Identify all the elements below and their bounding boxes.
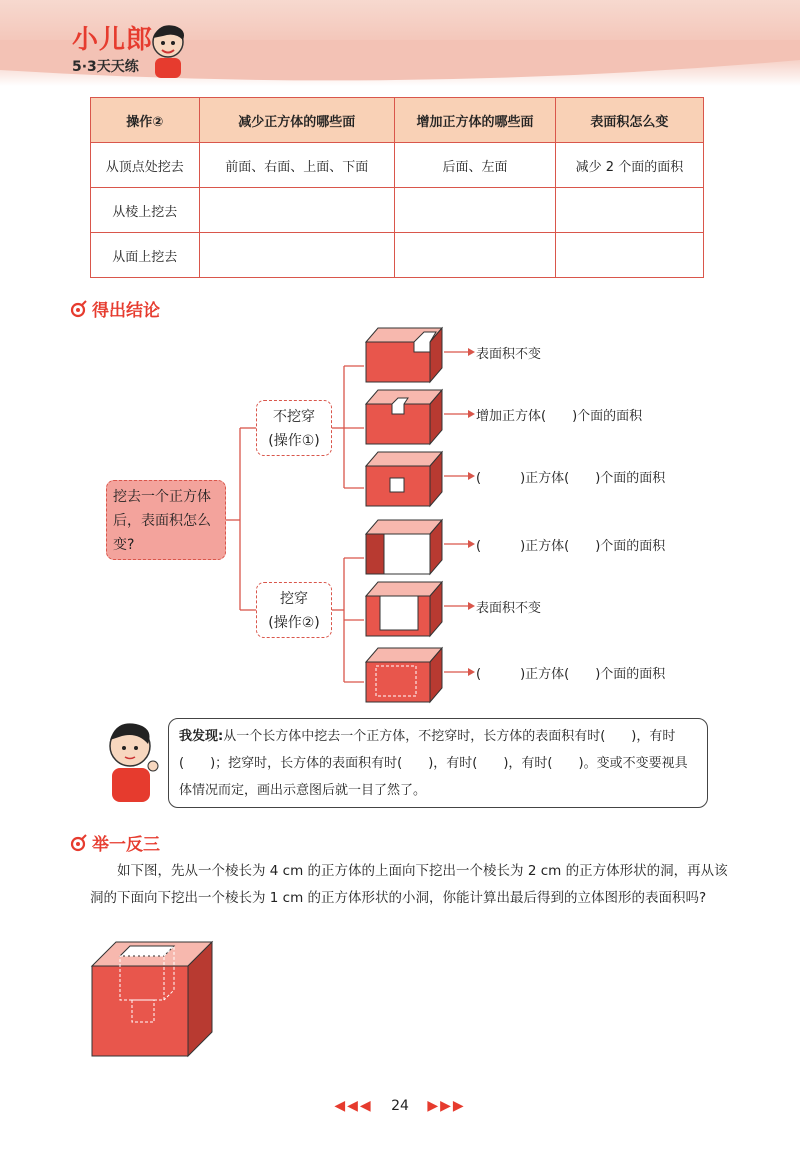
discovery-box [168, 718, 708, 808]
cube-through-face [366, 648, 442, 702]
conclusion-diagram [0, 310, 800, 710]
table-row [91, 233, 704, 278]
section-heading-practice [70, 830, 160, 855]
table-cell-blank[interactable] [395, 188, 556, 233]
branch-sublabel: (操作①) [268, 433, 320, 449]
table-cell-blank[interactable] [555, 233, 703, 278]
table-row [91, 188, 704, 233]
table-cell-blank[interactable] [555, 188, 703, 233]
outcome-label: ( )正方体( )个面的面积 [476, 539, 666, 554]
discovery-text: 从一个长方体中挖去一个正方体，不挖穿时，长方体的表面积有时( )，有时( )；挖穿时，长方体的表面积有时( )，有时( )，有时( )。变或不变要视具体情况而定，画出示意图后就一目了然了。 [179, 729, 688, 798]
table-header: 表面积怎么变 [555, 98, 703, 143]
branch-label: 挖穿 [280, 591, 308, 607]
mascot-boy-icon [145, 22, 191, 80]
table-header: 增加正方体的哪些面 [395, 98, 556, 143]
cube-through-corner [366, 520, 442, 574]
prev-arrows-icon[interactable]: ◀◀◀ [334, 1098, 373, 1114]
thinking-boy-icon [98, 716, 166, 808]
table-cell-blank[interactable] [395, 233, 556, 278]
next-arrows-icon[interactable]: ▶▶▶ [427, 1098, 466, 1114]
brand-logo [72, 26, 153, 76]
cube-through-edge [366, 582, 442, 636]
brand-title: 小儿郎 [72, 25, 154, 55]
branch-label: 不挖穿 [273, 409, 315, 425]
table-cell-blank[interactable] [199, 233, 395, 278]
table-cell: 减少 2 个面的面积 [555, 143, 703, 188]
table-header: 操作② [91, 98, 200, 143]
cube-face-dug [366, 452, 442, 506]
cube-corner-dug [366, 328, 442, 382]
discovery-label: 我发现: [179, 729, 224, 744]
outcome-label: ( )正方体( )个面的面积 [476, 667, 666, 682]
table-header-row [91, 98, 704, 143]
table-header: 减少正方体的哪些面 [199, 98, 395, 143]
note-icon [70, 834, 88, 852]
cube-edge-dug [366, 390, 442, 444]
operation-table [90, 97, 704, 278]
outcome-label: 增加正方体( )个面的面积 [476, 409, 643, 424]
page-footer [0, 1098, 800, 1114]
root-question-box: 挖去一个正方体后，表面积怎么变? [106, 480, 226, 560]
outcome-label: ( )正方体( )个面的面积 [476, 471, 666, 486]
outcome-label: 表面积不变 [476, 601, 542, 616]
outcome-label: 表面积不变 [476, 347, 542, 362]
table-cell: 前面、右面、上面、下面 [199, 143, 395, 188]
brand-subtitle: 5·3天天练 [72, 59, 139, 75]
table-cell-blank[interactable] [199, 188, 395, 233]
section-title: 得出结论 [92, 301, 160, 321]
table-cell: 后面、左面 [395, 143, 556, 188]
table-cell: 从顶点处挖去 [91, 143, 200, 188]
page-number: 24 [391, 1098, 409, 1114]
branch-through [256, 582, 332, 638]
table-row [91, 143, 704, 188]
branch-sublabel: (操作②) [268, 615, 320, 631]
dug-cube-figure [90, 938, 220, 1058]
branch-not-through [256, 400, 332, 456]
section-title: 举一反三 [92, 835, 160, 855]
table-cell: 从面上挖去 [91, 233, 200, 278]
table-cell: 从棱上挖去 [91, 188, 200, 233]
problem-text: 如下图，先从一个棱长为 4 cm 的正方体的上面向下挖出一个棱长为 2 cm 的正方体形状的洞，再从该洞的下面向下挖出一个棱长为 1 cm 的正方体形状的小洞，你能计算出最后得到的立体图形的表面积吗? [90, 863, 728, 906]
